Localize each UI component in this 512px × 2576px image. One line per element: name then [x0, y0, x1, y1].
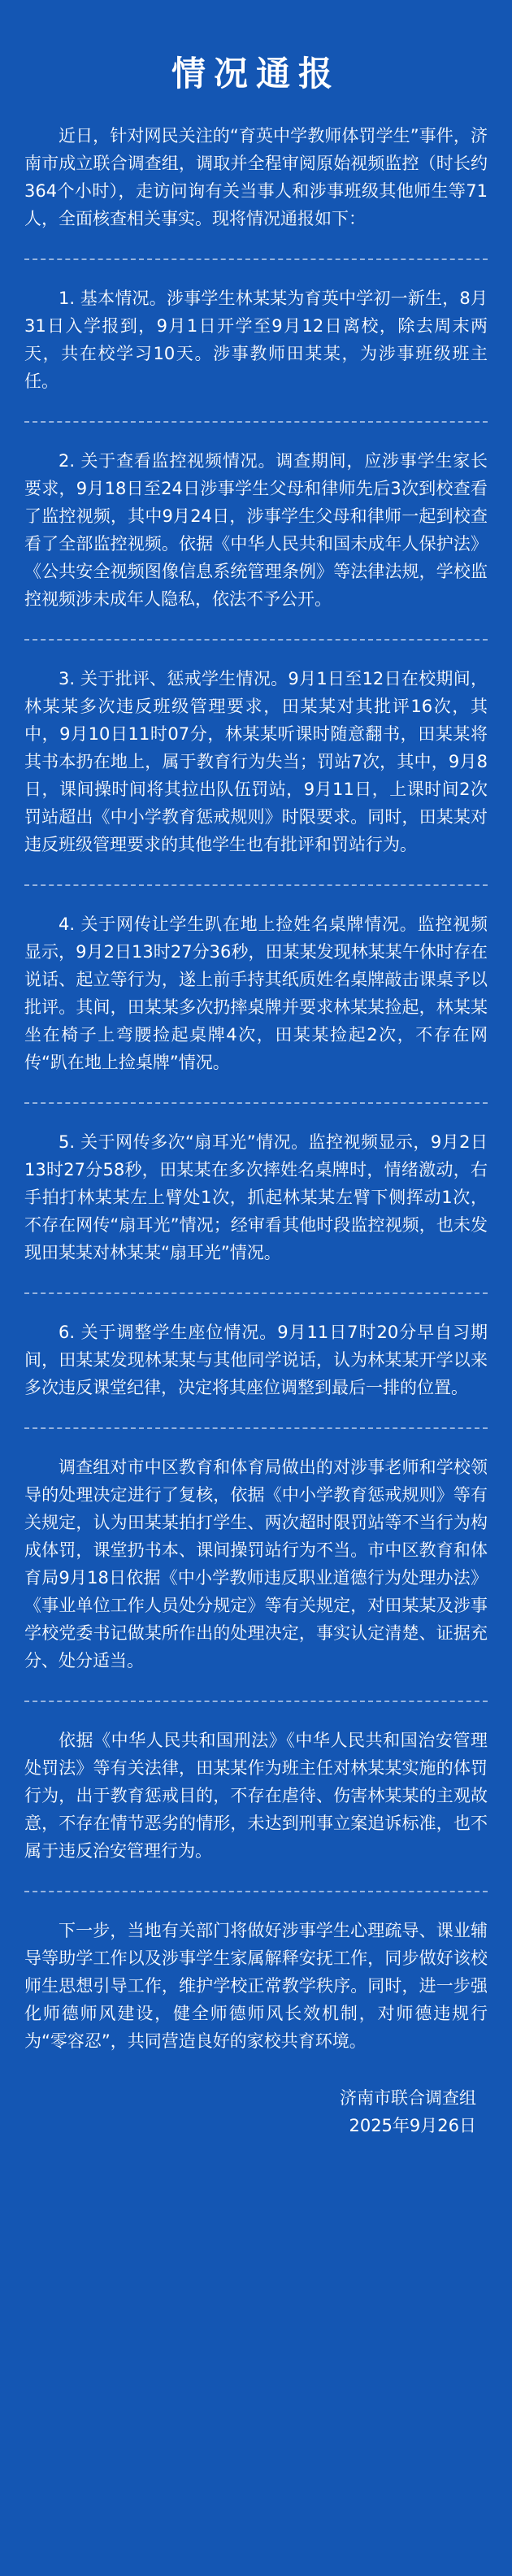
divider [24, 1102, 488, 1104]
divider [24, 421, 488, 423]
intro-paragraph: 近日，针对网民关注的“育英中学教师体罚学生”事件，济南市成立联合调查组，调取并全程审阅原始视频监控（时长约364个小时），走访问询有关当事人和涉事班级其他师生等71人，全面核查相关事实。现将情况通报如下： [24, 126, 488, 228]
divider [24, 1891, 488, 1892]
section-paragraph: 4. 关于网传让学生趴在地上捡姓名桌牌情况。监控视频显示，9月2日13时27分36秒，田某某发现林某某午休时存在说话、起立等行为，遂上前手持其纸质姓名桌牌敲击课桌予以批评。其间，田某某多次扔摔桌牌并要求林某某捡起，林某某坐在椅子上弯腰捡起桌牌4次，田某某捡起2次，不存在网传“趴在地上捡桌牌”情况。 [24, 914, 488, 1072]
closing-paragraph: 依据《中华人民共和国刑法》《中华人民共和国治安管理处罚法》等有关法律，田某某作为班主任对林某某实施的体罚行为，出于教育惩戒目的，不存在虐待、伤害林某某的主观故意，不存在情节恶劣的情形，未达到刑事立案追诉标准，也不属于违反治安管理行为。 [24, 1731, 488, 1861]
divider [24, 1701, 488, 1702]
section-paragraph: 2. 关于查看监控视频情况。调查期间，应涉事学生家长要求，9月18日至24日涉事学生父母和律师先后3次到校查看了监控视频，其中9月24日，涉事学生父母和律师一起到校查看了全部监控视频。依据《中华人民共和国未成年人保护法》《公共安全视频图像信息系统管理条例》等法律法规，学校监控视频涉未成年人隐私，依法不予公开。 [24, 451, 488, 609]
divider [24, 639, 488, 641]
page-title: 情况通报 [171, 54, 341, 93]
section-paragraph: 1. 基本情况。涉事学生林某某为育英中学初一新生，8月31日入学报到，9月1日开学至9月12日离校，除去周末两天，共在校学习10天。涉事教师田某某，为涉事班级班主任。 [24, 289, 488, 391]
section-paragraph: 5. 关于网传多次“扇耳光”情况。监控视频显示，9月2日13时27分58秒，田某某在多次摔姓名桌牌时，情绪激动，右手拍打林某某左上臂处1次，抓起林某某左臂下侧挥动1次，不存在网传“扇耳光”情况；经审看其他时段监控视频，也未发现田某某对林某某“扇耳光”情况。 [24, 1132, 488, 1262]
divider [24, 884, 488, 886]
closing-paragraph: 调查组对市中区教育和体育局做出的对涉事老师和学校领导的处理决定进行了复核，依据《中小学教育惩戒规则》等有关规定，认为田某某拍打学生、两次超时限罚站等不当行为构成体罚，课堂扔书本、课间操罚站行为不当。市中区教育和体育局9月18日依据《中小学教师违反职业道德行为处理办法》《事业单位工作人员处分规定》等有关规定，对田某某及涉事学校党委书记做某所作出的处理决定，事实认定清楚、证据充分、处分适当。 [24, 1457, 488, 1670]
divider [24, 258, 488, 260]
section-paragraph: 6. 关于调整学生座位情况。9月11日7时20分早自习期间，田某某发现林某某与其他同学说话，认为林某某开学以来多次违反课堂纪律，决定将其座位调整到最后一排的位置。 [24, 1323, 488, 1397]
signature-org: 济南市联合调查组 [340, 2088, 476, 2108]
signature-date: 2025年9月26日 [349, 2116, 476, 2135]
section-paragraph: 3. 关于批评、惩戒学生情况。9月1日至12日在校期间，林某某多次违反班级管理要求，田某某对其批评16次，其中，9月10日11时07分，林某某听课时随意翻书，田某某将其书本扔在地上，属于教育行为失当；罚站7次，其中，9月8日，课间操时间将其拉出队伍罚站，9月11日，上课时间2次罚站超出《中小学教育惩戒规则》时限要求。同时，田某某对违反班级管理要求的其他学生也有批评和罚站行为。 [24, 669, 488, 854]
signature-block [24, 2084, 488, 2139]
closing-paragraph: 下一步，当地有关部门将做好涉事学生心理疏导、课业辅导等助学工作以及涉事学生家属解释安抚工作，同步做好该校师生思想引导工作，维护学校正常教学秩序。同时，进一步强化师德师风建设，健全师德师风长效机制，对师德违规行为“零容忍”，共同营造良好的家校共育环境。 [24, 1921, 488, 2051]
divider [24, 1427, 488, 1429]
divider [24, 1292, 488, 1294]
